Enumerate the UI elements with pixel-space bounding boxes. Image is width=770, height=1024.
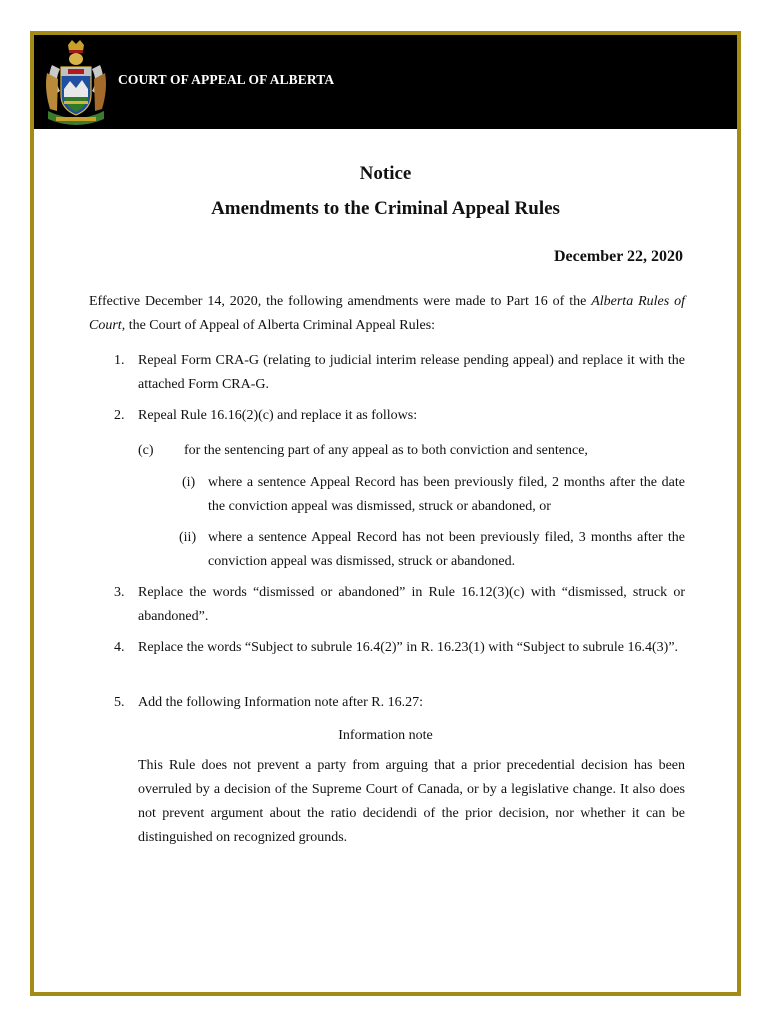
list-item: Repeal Rule 16.16(2)(c) and replace it as follows: [138, 408, 418, 423]
sub-item-number: (ii) [179, 530, 197, 545]
sub-rule-text: for the sentencing part of any appeal as to both conviction and sentence, [184, 443, 588, 458]
list-item: Replace the words “dismissed or abandoned” in Rule 16.12(3)(c) with “dismissed, struck or abandoned”. [138, 585, 685, 624]
sub-rule-label: (c) [138, 443, 154, 458]
header-bar [34, 35, 737, 129]
list-item: Replace the words “Subject to subrule 16.4(2)” in R. 16.23(1) with “Subject to subrule 16.4(3)”. [138, 640, 679, 655]
list-item-number: 5. [114, 695, 125, 710]
list-item: Add the following Information note after R. 16.27: [138, 695, 423, 710]
list-item-number: 2. [114, 408, 125, 423]
sub-item: where a sentence Appeal Record has been previously filed, 2 months after the date the conviction appeal was dismissed, struck or abandoned, or [208, 475, 685, 514]
notice-title: Notice [359, 163, 412, 184]
sub-item-number: (i) [182, 475, 196, 490]
list-item: Repeal Form CRA-G (relating to judicial interim release pending appeal) and replace it with the attached Form CRA-G. [138, 353, 685, 392]
information-note-heading: Information note [338, 728, 433, 743]
list-item-number: 1. [114, 353, 125, 368]
notice-date: December 22, 2020 [554, 248, 683, 265]
intro-italic: Alberta Rules of Court [89, 294, 685, 333]
sub-item: where a sentence Appeal Record has not been previously filed, 3 months after the conviction appeal was dismissed, struck or abandoned. [208, 530, 685, 569]
document-frame [30, 31, 741, 996]
notice-subtitle: Amendments to the Criminal Appeal Rules [211, 198, 560, 219]
intro-text-after: , the Court of Appeal of Alberta Criminal Appeal Rules: [121, 318, 436, 333]
intro-text-before: Effective December 14, 2020, the following amendments were made to Part 16 of the [89, 294, 592, 309]
court-name: COURT OF APPEAL OF ALBERTA [118, 72, 335, 87]
alberta-coat-of-arms-icon [42, 39, 110, 129]
list-item-number: 4. [114, 640, 125, 655]
list-item-number: 3. [114, 585, 125, 600]
intro-paragraph [89, 290, 685, 338]
information-note-text: This Rule does not prevent a party from arguing that a prior precedential decision has been overruled by a decision of the Supreme Court of Canada, or by a legislative change. It also does not prevent argument about the ratio decidendi of the prior decision, nor whether it can be distinguished on recognized grounds. [138, 758, 685, 845]
